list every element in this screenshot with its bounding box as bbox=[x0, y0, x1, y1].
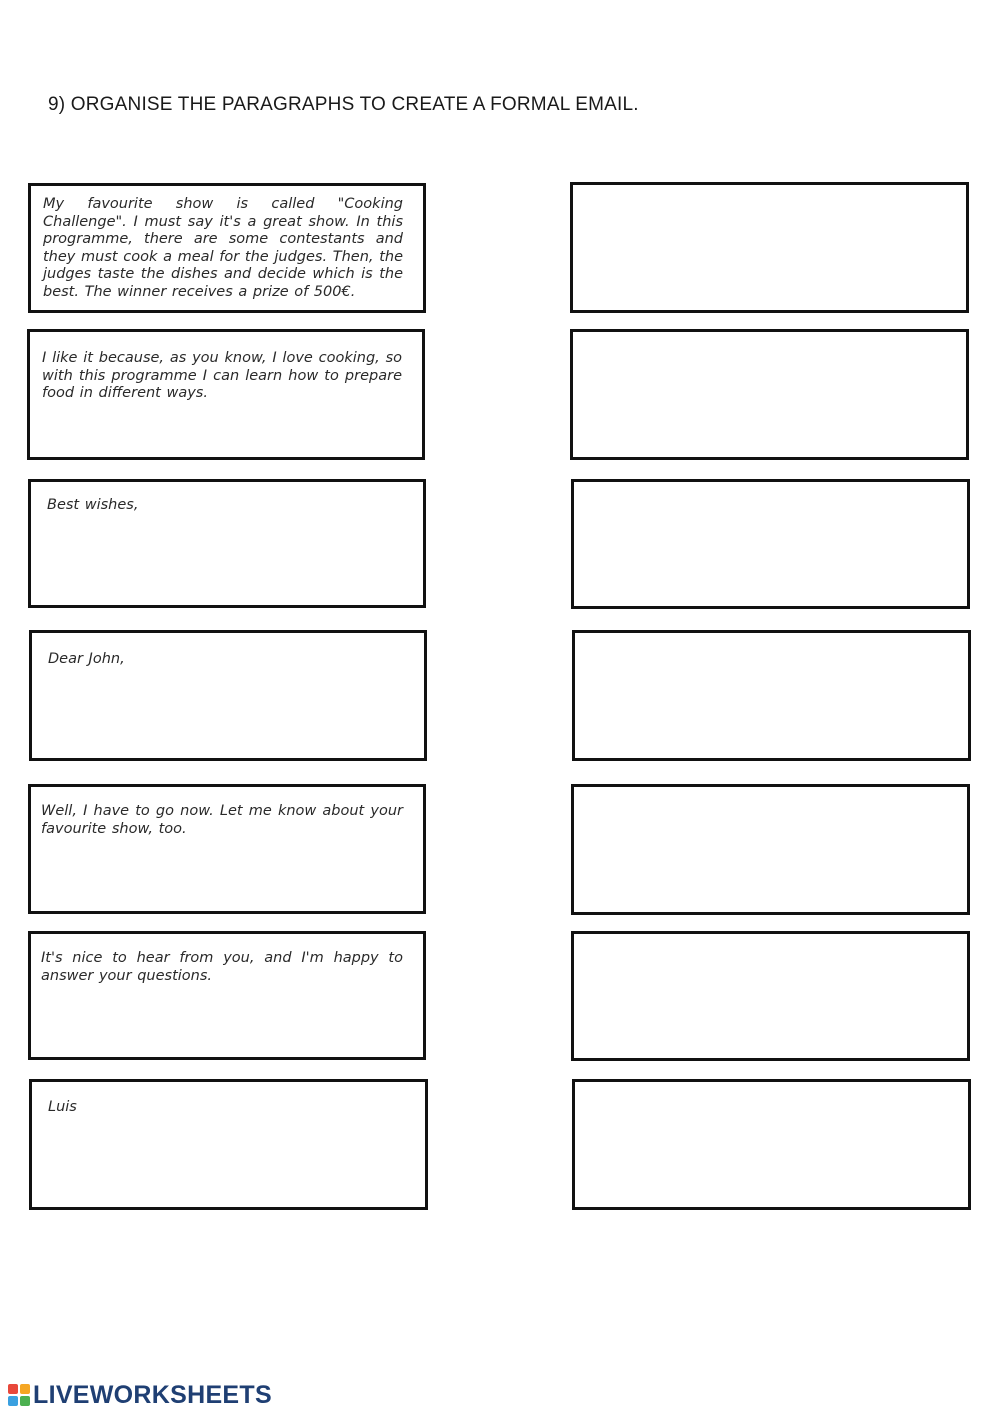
paragraph-card-text: Best wishes, bbox=[47, 497, 139, 513]
liveworksheets-logo-icon bbox=[8, 1384, 30, 1406]
paragraph-card-text: Dear John, bbox=[48, 651, 125, 667]
paragraph-card-text: I like it because, as you know, I love cooking, so with this programme I can learn how to prepare food in different ways. bbox=[42, 350, 402, 401]
paragraph-card-6[interactable] bbox=[28, 931, 426, 1060]
paragraph-card-5[interactable] bbox=[28, 784, 426, 914]
brand-name: LIVEWORKSHEETS bbox=[33, 1380, 272, 1409]
exercise-instruction: 9) ORGANISE THE PARAGRAPHS TO CREATE A FORMAL EMAIL. bbox=[48, 94, 639, 115]
logo-block-red bbox=[8, 1384, 18, 1394]
drop-zone-7[interactable] bbox=[572, 1079, 971, 1210]
paragraph-card-3[interactable] bbox=[28, 479, 426, 608]
drop-zone-5[interactable] bbox=[571, 784, 970, 915]
paragraph-card-text: It's nice to hear from you, and I'm happy to answer your questions. bbox=[41, 950, 403, 984]
drop-zone-4[interactable] bbox=[572, 630, 971, 761]
logo-block-green bbox=[20, 1396, 30, 1406]
logo-block-orange bbox=[20, 1384, 30, 1394]
logo-block-blue bbox=[8, 1396, 18, 1406]
drop-zone-2[interactable] bbox=[570, 329, 969, 460]
paragraph-card-7[interactable] bbox=[29, 1079, 428, 1210]
paragraph-card-text: Well, I have to go now. Let me know about your favourite show, too. bbox=[41, 803, 403, 837]
drop-zone-6[interactable] bbox=[571, 931, 970, 1061]
drop-zone-3[interactable] bbox=[571, 479, 970, 609]
drop-zone-1[interactable] bbox=[570, 182, 969, 313]
paragraph-card-text: My favourite show is called "Cooking Challenge". I must say it's a great show. In this programme, there are some contestants and they must cook a meal for the judges. Then, the judges taste the dishes and decide which is the best. The winner receives a prize of 500€. bbox=[43, 196, 403, 300]
paragraph-card-2[interactable] bbox=[27, 329, 425, 460]
paragraph-card-4[interactable] bbox=[29, 630, 427, 761]
paragraph-card-1[interactable] bbox=[28, 183, 426, 313]
liveworksheets-brand bbox=[8, 1380, 272, 1410]
paragraph-card-text: Luis bbox=[48, 1099, 77, 1115]
